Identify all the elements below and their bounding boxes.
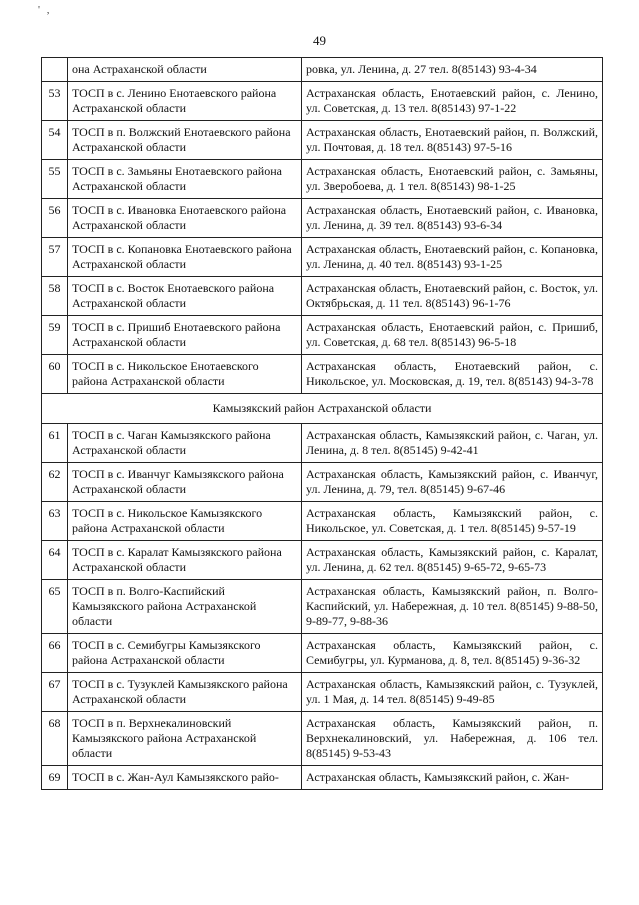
table-body-enotaevsky [42,58,603,394]
table-row [42,316,603,355]
office-address: Астраханская область, Камызякский район, с. Каралат, ул. Ленина, д. 62 тел. 8(85145) 9-65-72, 9-65-73 [302,541,603,580]
office-name: ТОСП в с. Ленино Енотаевского района Астраханской области [68,82,302,121]
office-name: ТОСП в с. Никольское Енотаевского района Астраханской области [68,355,302,394]
table-row [42,634,603,673]
row-number: 61 [42,424,68,463]
office-address: Астраханская область, Камызякский район, с. Иванчуг, ул. Ленина, д. 79, тел. 8(85145) 9-67-46 [302,463,603,502]
office-address: Астраханская область, Енотаевский район, с. Ленино, ул. Советская, д. 13 тел. 8(85143) 97-1-22 [302,82,603,121]
page-number: 49 [313,33,326,48]
office-address: Астраханская область, Енотаевский район, с. Никольское, ул. Московская, д. 19, тел. 8(85143) 94-3-78 [302,355,603,394]
table-row [42,82,603,121]
table-row [42,424,603,463]
office-name: ТОСП в с. Никольское Камызякского района Астраханской области [68,502,302,541]
office-name: ТОСП в п. Волго-Каспийский Камызякского района Астраханской области [68,580,302,634]
row-number: 66 [42,634,68,673]
office-name: ТОСП в с. Копановка Енотаевского района Астраханской области [68,238,302,277]
table-row [42,673,603,712]
office-name: ТОСП в с. Пришиб Енотаевского района Астраханской области [68,316,302,355]
table-body-kamyzyaksky [42,424,603,790]
table-row [42,541,603,580]
table-row [42,580,603,634]
row-number: 64 [42,541,68,580]
office-address: Астраханская область, Камызякский район, п. Верхнекалиновский, ул. Набережная, д. 106 тел. 8(85145) 9-53-43 [302,712,603,766]
row-number: 55 [42,160,68,199]
office-name: ТОСП в с. Тузуклей Камызякского района Астраханской области [68,673,302,712]
office-address: Астраханская область, Енотаевский район, с. Пришиб, ул. Советская, д. 68 тел. 8(85143) 96-5-18 [302,316,603,355]
registry-table [41,57,603,790]
table-row [42,121,603,160]
office-name: ТОСП в с. Чаган Камызякского района Астраханской области [68,424,302,463]
table-row [42,277,603,316]
section-header-row [42,394,603,424]
office-address: Астраханская область, Камызякский район, п. Волго-Каспийский, ул. Набережная, д. 10 тел. 8(85145) 9-88-50, 9-89-77, 9-88-36 [302,580,603,634]
office-name: она Астраханской области [68,58,302,82]
row-number: 67 [42,673,68,712]
office-address: Астраханская область, Камызякский район, с. Тузуклей, ул. 1 Мая, д. 14 тел. 8(85145) 9-49-85 [302,673,603,712]
row-number: 68 [42,712,68,766]
scan-marks: ' , [38,4,52,16]
row-number: 53 [42,82,68,121]
office-name: ТОСП в с. Жан-Аул Камызякского райо- [68,766,302,790]
row-number: 63 [42,502,68,541]
office-name: ТОСП в с. Ивановка Енотаевского района Астраханской области [68,199,302,238]
table-row [42,160,603,199]
office-address: Астраханская область, Камызякский район, с. Чаган, ул. Ленина, д. 8 тел. 8(85145) 9-42-41 [302,424,603,463]
office-address: Астраханская область, Енотаевский район, п. Волжский, ул. Почтовая, д. 18 тел. 8(85143) 97-5-16 [302,121,603,160]
table-row [42,199,603,238]
row-number: 69 [42,766,68,790]
office-address: Астраханская область, Камызякский район, с. Семибугры, ул. Курманова, д. 8, тел. 8(85145) 9-36-32 [302,634,603,673]
row-number: 56 [42,199,68,238]
office-address: Астраханская область, Камызякский район, с. Жан- [302,766,603,790]
table-row [42,238,603,277]
office-name: ТОСП в с. Каралат Камызякского района Астраханской области [68,541,302,580]
table-row [42,712,603,766]
row-number: 60 [42,355,68,394]
office-address: Астраханская область, Енотаевский район, с. Восток, ул. Октябрьская, д. 11 тел. 8(85143) 96-1-76 [302,277,603,316]
table-row [42,58,603,82]
office-name: ТОСП в п. Волжский Енотаевского района Астраханской области [68,121,302,160]
office-name: ТОСП в п. Верхнекалиновский Камызякского района Астраханской области [68,712,302,766]
office-address: ровка, ул. Ленина, д. 27 тел. 8(85143) 93-4-34 [302,58,603,82]
row-number: 62 [42,463,68,502]
office-name: ТОСП в с. Восток Енотаевского района Астраханской области [68,277,302,316]
table-row [42,502,603,541]
office-address: Астраханская область, Енотаевский район, с. Ивановка, ул. Ленина, д. 39 тел. 8(85143) 93-6-34 [302,199,603,238]
table-row [42,463,603,502]
row-number: 58 [42,277,68,316]
office-address: Астраханская область, Камызякский район, с. Никольское, ул. Советская, д. 1 тел. 8(85145) 9-57-19 [302,502,603,541]
office-address: Астраханская область, Енотаевский район, с. Копановка, ул. Ленина, д. 40 тел. 8(85143) 93-1-25 [302,238,603,277]
table-row [42,355,603,394]
office-address: Астраханская область, Енотаевский район, с. Замьяны, ул. Зверобоева, д. 1 тел. 8(85143) 98-1-25 [302,160,603,199]
row-number: 59 [42,316,68,355]
office-name: ТОСП в с. Иванчуг Камызякского района Астраханской области [68,463,302,502]
row-number: 54 [42,121,68,160]
row-number: 57 [42,238,68,277]
office-name: ТОСП в с. Семибугры Камызякского района Астраханской области [68,634,302,673]
section-header: Камызякский район Астраханской области [42,394,603,424]
office-name: ТОСП в с. Замьяны Енотаевского района Астраханской области [68,160,302,199]
row-number [42,58,68,82]
table-row [42,766,603,790]
row-number: 65 [42,580,68,634]
table-section [42,394,603,424]
